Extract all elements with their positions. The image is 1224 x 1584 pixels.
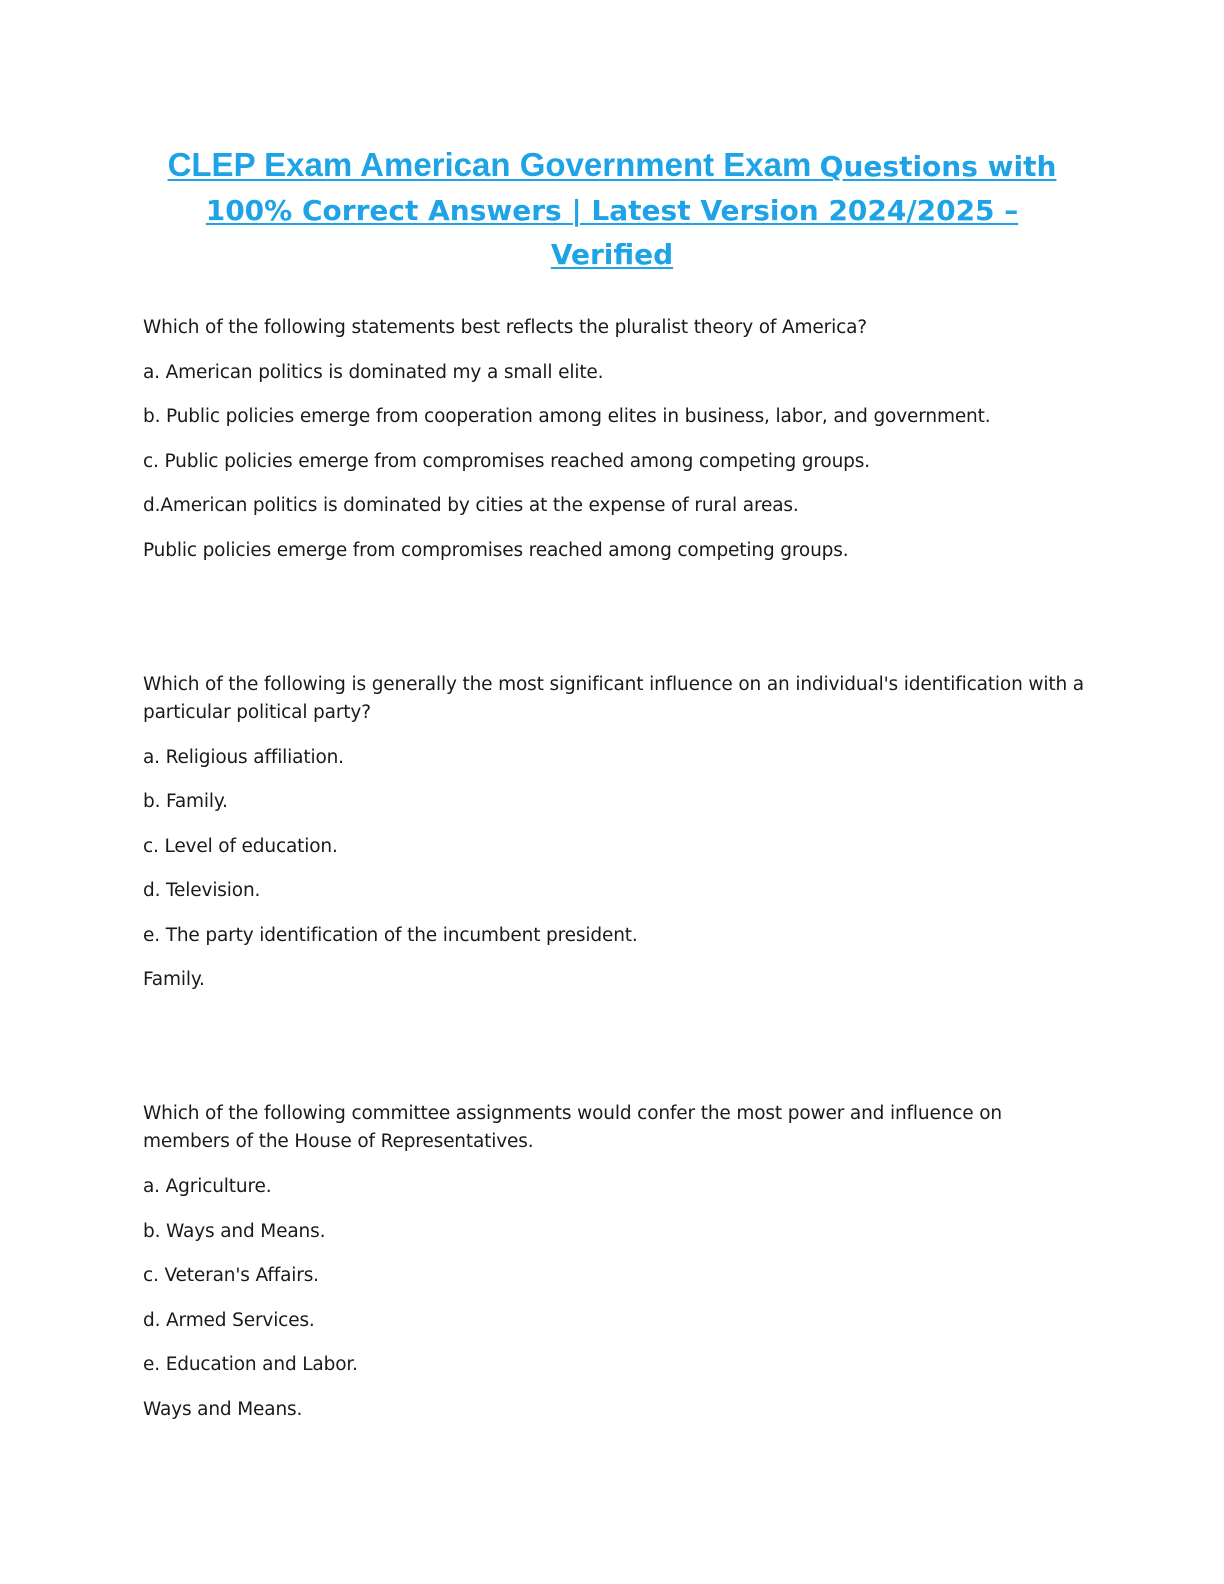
question-2-option-c: c. Level of education.	[143, 836, 338, 857]
question-2-text-line-2: particular political party?	[143, 702, 371, 723]
question-3-text-line-2: members of the House of Representatives.	[143, 1131, 534, 1152]
question-3-option-d: d. Armed Services.	[143, 1310, 315, 1331]
question-2-option-e: e. The party identification of the incumbent president.	[143, 925, 638, 946]
title-part-1: CLEP Exam American Government Exam	[167, 146, 812, 183]
question-3-option-b: b. Ways and Means.	[143, 1221, 326, 1242]
question-2-option-a: a. Religious affiliation.	[143, 747, 344, 768]
question-1-option-b: b. Public policies emerge from cooperation among elites in business, labor, and government.	[143, 406, 991, 427]
question-3-option-c: c. Veteran's Affairs.	[143, 1265, 319, 1286]
question-3-answer: Ways and Means.	[143, 1399, 303, 1420]
question-3-text-line-1: Which of the following committee assignments would confer the most power and influence on	[143, 1103, 1002, 1124]
question-2-option-b: b. Family.	[143, 791, 228, 812]
question-1-option-d: d.American politics is dominated by cities at the expense of rural areas.	[143, 495, 799, 516]
question-2-option-d: d. Television.	[143, 880, 261, 901]
question-1-option-c: c. Public policies emerge from compromises reached among competing groups.	[143, 451, 870, 472]
question-1-answer: Public policies emerge from compromises reached among competing groups.	[143, 540, 849, 561]
question-3-option-a: a. Agriculture.	[143, 1176, 272, 1197]
document-title	[140, 143, 1084, 277]
question-3-option-e: e. Education and Labor.	[143, 1354, 358, 1375]
title-part-2: Questions with 100% Correct Answers | Latest Version 2024/2025 – Verified	[205, 150, 1057, 271]
question-1-text: Which of the following statements best reflects the pluralist theory of America?	[143, 317, 867, 338]
question-2-answer: Family.	[143, 969, 205, 990]
question-1-option-a: a. American politics is dominated my a small elite.	[143, 362, 604, 383]
question-2-text-line-1: Which of the following is generally the most significant influence on an individual's identification with a	[143, 674, 1084, 695]
